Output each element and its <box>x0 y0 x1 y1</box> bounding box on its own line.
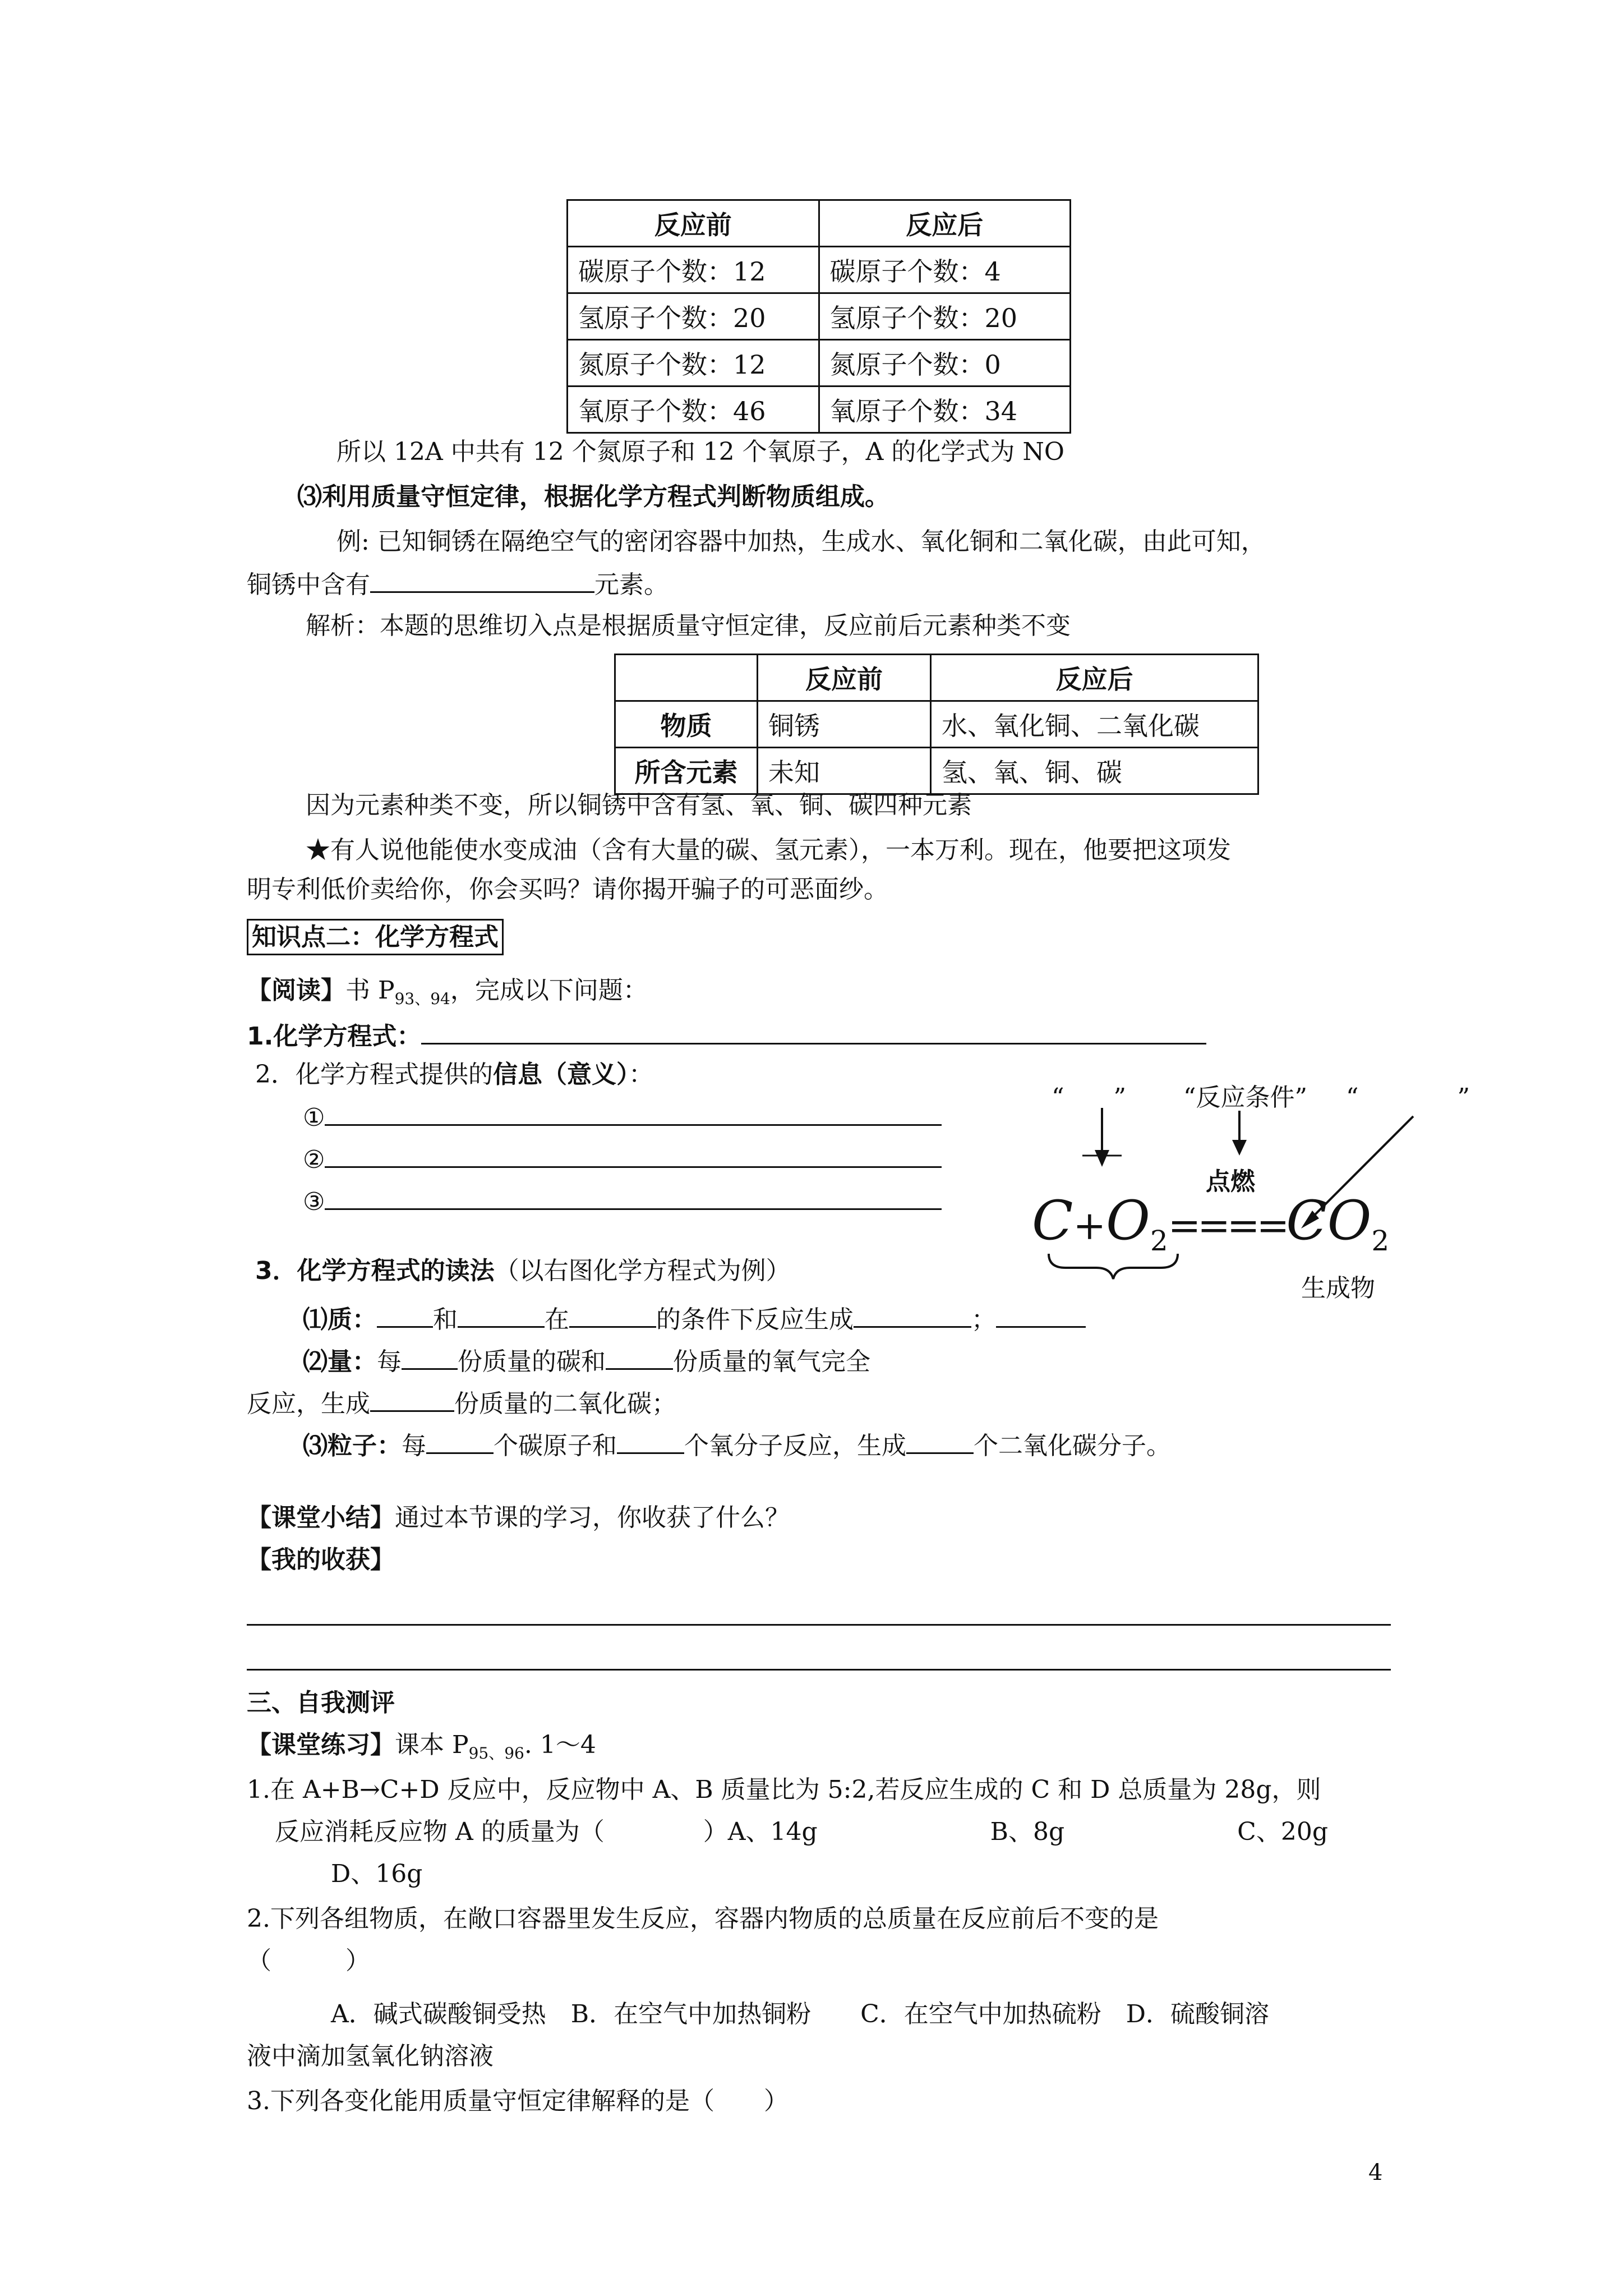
table1-cell: 氢原子个数：20 <box>568 293 819 340</box>
blank[interactable] <box>854 1301 971 1328</box>
r3-text: 个碳原子和 <box>494 1432 617 1460</box>
element-table <box>614 654 1259 795</box>
conclusion-line-2: 因为元素种类不变，所以铜锈中含有氢、氧、铜、碳四种元素 <box>306 791 972 820</box>
table-row <box>568 386 1071 433</box>
section-heading-3: ⑶利用质量守恒定律，根据化学方程式判断物质组成。 <box>297 482 889 511</box>
chemical-equation <box>1032 1189 1389 1257</box>
product-label: 生成物 <box>1301 1274 1375 1303</box>
example-line-b <box>247 567 668 600</box>
table2-row-label: 物质 <box>615 701 758 748</box>
reaction-condition: 点燃 <box>1206 1167 1255 1196</box>
table1-cell: 氧原子个数：46 <box>568 386 819 433</box>
problem-2-options: A．碱式碳酸铜受热 B．在空气中加热铜粉 C．在空气中加热硫粉 D．硫酸铜溶 <box>331 2000 1270 2028</box>
q1-answer-blank[interactable] <box>421 1018 1206 1045</box>
table1-header-after: 反应后 <box>819 200 1071 247</box>
star-line-a: ★有人说他能使水变成油（含有大量的碳、氢元素），一本万利。现在，他要把这项发 <box>306 836 1231 864</box>
table1-cell: 氮原子个数：12 <box>568 340 819 386</box>
question-2 <box>255 1060 653 1090</box>
table2-cell: 铜锈 <box>758 701 931 748</box>
q3-bold: 3．化学方程式的读法 <box>255 1257 495 1285</box>
page-number: 4 <box>1368 2160 1383 2185</box>
read-text: 书 P <box>345 976 395 1005</box>
circle-num: ① <box>303 1103 325 1132</box>
q2-blank-2[interactable] <box>325 1142 942 1168</box>
summary-label: 【课堂小结】 <box>247 1503 395 1532</box>
table2-header-empty <box>615 655 758 701</box>
q1-label: 1.化学方程式： <box>247 1022 422 1051</box>
table1-cell: 碳原子个数：4 <box>819 247 1071 293</box>
blank[interactable] <box>906 1428 974 1454</box>
example-line-a: 例: 已知铜锈在隔绝空气的密闭容器中加热，生成水、氧化铜和二氧化碳，由此可知， <box>336 527 1266 556</box>
read-pages: 93、94 <box>394 989 450 1008</box>
q2-bold: 信息（意义） <box>493 1060 629 1089</box>
reading-particles <box>303 1428 1171 1461</box>
q2-item-2 <box>303 1142 942 1175</box>
table-row <box>615 748 1258 794</box>
answer-blank[interactable] <box>370 567 594 593</box>
r1-label: ⑴质： <box>303 1305 377 1334</box>
table2-row-label: 所含元素 <box>615 748 758 794</box>
q3-text: （以右图化学方程式为例） <box>494 1257 791 1285</box>
problem-1-line-c: D、16g <box>331 1860 423 1888</box>
r1-text: 在 <box>545 1305 569 1334</box>
table-row <box>568 293 1071 340</box>
circle-num: ③ <box>303 1188 325 1216</box>
table2-cell: 未知 <box>758 748 931 794</box>
star-line-b: 明专利低价卖给你，你会买吗？请你揭开骗子的可恶面纱。 <box>247 875 888 904</box>
problem-2-bracket[interactable]: （ ） <box>247 1947 370 1975</box>
blank[interactable] <box>617 1428 684 1454</box>
diagram-label-reactant: “ ” <box>1052 1083 1126 1112</box>
r2-text: 份质量的碳和 <box>458 1347 606 1376</box>
r2-text: 份质量的二氧化碳； <box>454 1389 676 1418</box>
table-row <box>568 247 1071 293</box>
table2-header-after: 反应后 <box>931 655 1258 701</box>
eq-co-sub: 2 <box>1371 1225 1390 1258</box>
r2-label: ⑵量： <box>303 1347 377 1376</box>
practice-text: . 1～4 <box>524 1731 596 1759</box>
problem-2-line-a: 2.下列各组物质，在敞口容器里发生反应，容器内物质的总质量在反应前后不变的是 <box>247 1904 1159 1933</box>
question-1 <box>247 1018 1206 1052</box>
table2-header-before: 反应前 <box>758 655 931 701</box>
table1-cell: 氧原子个数：34 <box>819 386 1071 433</box>
table2-cell: 氢、氧、铜、碳 <box>931 748 1258 794</box>
circle-num: ② <box>303 1145 325 1174</box>
reading-quantity <box>303 1343 870 1377</box>
blank[interactable] <box>426 1428 494 1454</box>
q2-text: 2．化学方程式提供的 <box>255 1060 493 1089</box>
problem-1-line-a: 1.在 A+B→C+D 反应中，反应物中 A、B 质量比为 5:2,若反应生成的 C 和 D 总质量为 28g，则 <box>247 1775 1321 1804</box>
summary-text: 通过本节课的学习，你收获了什么？ <box>395 1503 790 1532</box>
q2-text: ： <box>629 1060 653 1089</box>
practice-label: 【课堂练习】 <box>247 1731 395 1759</box>
table1-cell: 氢原子个数：20 <box>819 293 1071 340</box>
blank[interactable] <box>458 1301 545 1328</box>
blank[interactable] <box>606 1343 673 1370</box>
q2-blank-3[interactable] <box>325 1184 942 1210</box>
blank[interactable] <box>370 1386 454 1412</box>
q2-item-1 <box>303 1099 942 1133</box>
r3-text: 每 <box>402 1432 426 1460</box>
table-row <box>615 701 1258 748</box>
r3-label: ⑶粒子： <box>303 1432 402 1460</box>
example-text: 铜锈中含有 <box>247 570 370 599</box>
blank[interactable] <box>377 1301 433 1328</box>
diagram-label-condition: “反应条件” <box>1183 1083 1307 1112</box>
table-row <box>568 340 1071 386</box>
read-text: ，完成以下问题： <box>450 976 648 1005</box>
r1-text: 的条件下反应生成 <box>656 1305 854 1334</box>
eq-equals: ==== <box>1168 1203 1287 1249</box>
r1-text: ； <box>971 1305 996 1334</box>
table1-cell: 碳原子个数：12 <box>568 247 819 293</box>
r1-text: 和 <box>433 1305 458 1334</box>
eq-oxygen-sub: 2 <box>1150 1225 1168 1258</box>
r2-text: 份质量的氧气完全 <box>673 1347 870 1376</box>
atom-count-table <box>566 199 1071 434</box>
problem-3-line: 3.下列各变化能用质量守恒定律解释的是（ ） <box>247 2087 789 2115</box>
r3-text: 个二氧化碳分子。 <box>974 1432 1171 1460</box>
read-line <box>247 976 648 1008</box>
eq-co: CO <box>1286 1189 1372 1252</box>
eq-plus: + <box>1073 1203 1106 1249</box>
analysis-line: 解析：本题的思维切入点是根据质量守恒定律，反应前后元素种类不变 <box>306 611 1071 640</box>
blank[interactable] <box>402 1343 458 1370</box>
r2-text: 每 <box>377 1347 402 1376</box>
answer-rule-2[interactable] <box>247 1669 1391 1671</box>
eq-carbon: C <box>1032 1189 1073 1252</box>
reading-quantity-cont <box>247 1386 676 1419</box>
table2-cell: 水、氧化铜、二氧化碳 <box>931 701 1258 748</box>
blank[interactable] <box>996 1301 1086 1328</box>
reading-quality <box>303 1301 1086 1335</box>
gain-label: 【我的收获】 <box>247 1545 395 1574</box>
table1-header-before: 反应前 <box>568 200 819 247</box>
answer-rule-1[interactable] <box>247 1624 1391 1626</box>
equation-diagram <box>1021 1077 1497 1313</box>
problem-2-options-cont: 液中滴加氢氧化钠溶液 <box>247 2042 494 2070</box>
q2-blank-1[interactable] <box>325 1099 942 1126</box>
r2-text: 反应，生成 <box>247 1389 370 1418</box>
practice-pages: 95、96 <box>468 1743 524 1763</box>
knowledge-point-2-box: 知识点二：化学方程式 <box>247 919 504 955</box>
diagram-label-product: “ ” <box>1346 1083 1470 1112</box>
practice-text: 课本 P <box>395 1731 469 1759</box>
practice-line <box>247 1731 596 1763</box>
r3-text: 个氧分子反应，生成 <box>684 1432 906 1460</box>
problem-1-line-b: 反应消耗反应物 A 的质量为（ ）A、14g B、8g C、20g <box>275 1818 1328 1846</box>
table1-cell: 氮原子个数：0 <box>819 340 1071 386</box>
question-3 <box>255 1257 791 1286</box>
example-text: 元素。 <box>594 570 668 599</box>
conclusion-line-1: 所以 12A 中共有 12 个氮原子和 12 个氧原子，A 的化学式为 NO <box>336 438 1064 466</box>
section-3-title: 三、自我测评 <box>247 1688 395 1717</box>
blank[interactable] <box>569 1301 656 1328</box>
summary-line <box>247 1503 790 1533</box>
read-label: 【阅读】 <box>247 976 345 1005</box>
eq-oxygen: O <box>1106 1189 1150 1252</box>
q2-item-3 <box>303 1184 942 1217</box>
